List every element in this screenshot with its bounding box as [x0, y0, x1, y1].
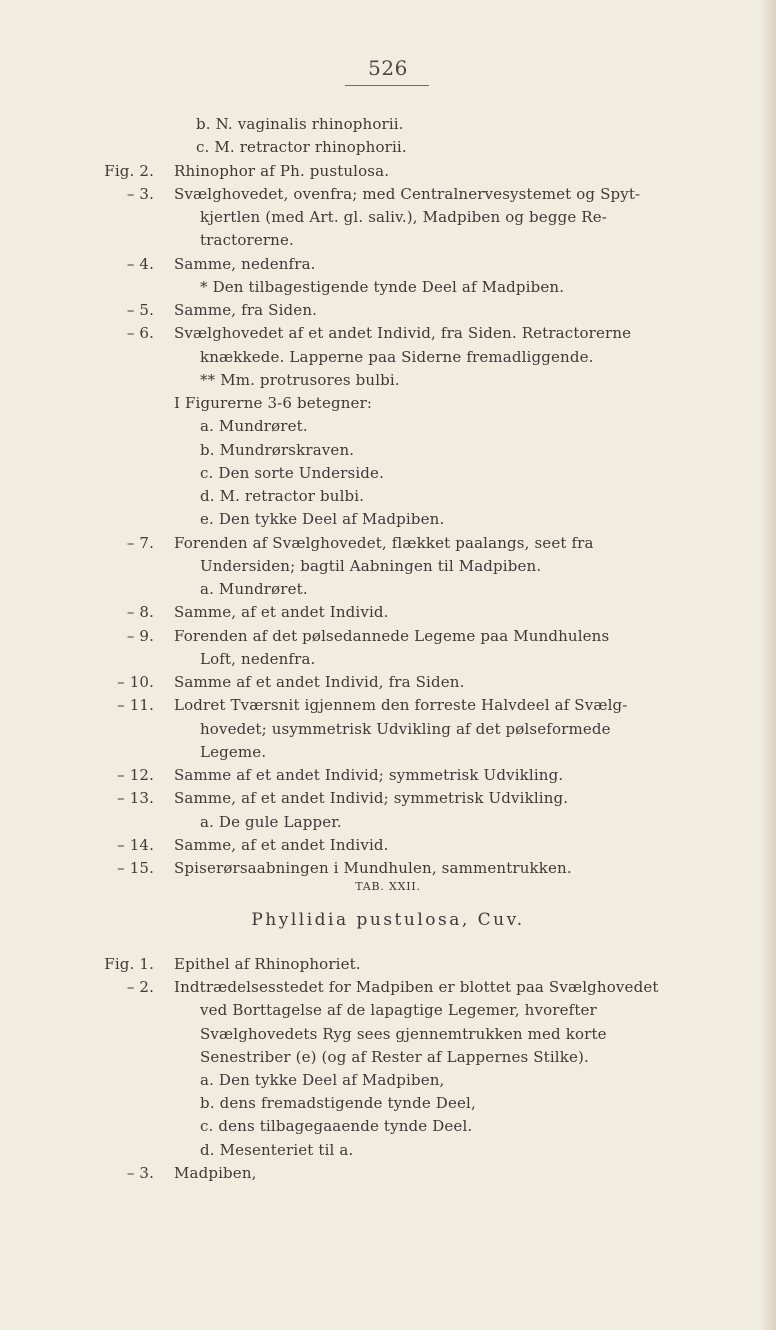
figure-number: – 9. — [126, 626, 154, 645]
legend-text: Lodret Tværsnit igjennem den forreste Halvdeel af Svælg- — [174, 696, 628, 715]
figure-number: – 11. — [117, 696, 154, 715]
legend-text: Svælghovedets Ryg sees gjennemtrukken med korte — [200, 1024, 607, 1043]
plate-heading: TAB. XXII. — [355, 880, 421, 893]
legend-text: Samme, fra Siden. — [174, 301, 318, 319]
figure-number: – 15. — [117, 859, 154, 877]
species-heading: Phyllidia pustulosa, Cuv. — [251, 910, 525, 930]
legend-text: Legeme. — [200, 742, 267, 761]
legend-text: d. M. retractor bulbi. — [200, 487, 365, 505]
legend-text: Forenden af det pølsedannede Legeme paa Mundhulens — [174, 626, 610, 645]
legend-text: Madpiben, — [174, 1163, 257, 1182]
figure-number: – 10. — [117, 673, 154, 691]
legend-text: Rhinophor af Ph. pustulosa. — [174, 161, 390, 180]
legend-text: a. Mundrøret. — [200, 417, 308, 436]
figure-number: – 8. — [126, 603, 154, 622]
figure-number: – 7. — [126, 533, 154, 552]
figure-number: – 13. — [117, 789, 154, 808]
figure-number: – 5. — [126, 301, 154, 319]
legend-text: kjertlen (med Art. gl. saliv.), Madpiben og begge Re- — [200, 208, 607, 226]
legend-text: Samme, af et andet Individ. — [174, 603, 389, 622]
page-number: 526 — [368, 56, 408, 80]
legend-text: Forenden af Svælghovedet, flækket paalangs, seet fra — [174, 533, 594, 552]
legend-text: Samme, nedenfra. — [174, 254, 316, 273]
legend-text: knækkede. Lapperne paa Siderne fremadliggende. — [200, 347, 594, 366]
legend-text: c. dens tilbagegaaende tynde Deel. — [200, 1117, 473, 1136]
legend-text: tractorerne. — [200, 231, 294, 250]
legend-text: I Figurerne 3-6 betegner: — [174, 394, 373, 412]
legend-text: b. N. vaginalis rhinophorii. — [196, 115, 404, 133]
figure-number: Fig. 1. — [104, 955, 154, 973]
legend-text: ** Mm. protrusores bulbi. — [200, 370, 400, 389]
page-number-rule — [345, 85, 429, 86]
legend-text: ved Borttagelse af de lapagtige Legemer, hvorefter — [200, 1001, 597, 1020]
legend-text: Samme af et andet Individ; symmetrisk Udvikling. — [174, 766, 564, 784]
legend-text: Epithel af Rhinophoriet. — [174, 955, 361, 973]
legend-text: d. Mesenteriet til a. — [200, 1140, 354, 1159]
legend-text: * Den tilbagestigende tynde Deel af Madpiben. — [200, 277, 565, 296]
figure-number: – 3. — [126, 184, 154, 203]
legend-text: a. De gule Lapper. — [200, 812, 342, 831]
figure-number: – 12. — [117, 766, 154, 784]
legend-text: b. Mundrørskraven. — [200, 440, 355, 459]
legend-text: Spiserørsaabningen i Mundhulen, sammentrukken. — [174, 859, 572, 877]
legend-text: Samme, af et andet Individ; symmetrisk Udvikling. — [174, 789, 569, 808]
legend-text: Loft, nedenfra. — [200, 649, 316, 668]
figure-number: – 14. — [117, 835, 154, 854]
legend-text: c. Den sorte Underside. — [200, 463, 384, 482]
legend-text: hovedet; usymmetrisk Udvikling af det pølseformede — [200, 719, 611, 738]
figure-number: – 2. — [126, 978, 154, 997]
page-edge — [762, 0, 776, 1330]
legend-text: a. Den tykke Deel af Madpiben, — [200, 1071, 445, 1089]
figure-number: – 4. — [126, 254, 154, 273]
figure-number: – 6. — [126, 324, 154, 343]
figure-number: Fig. 2. — [104, 161, 154, 180]
legend-text: Senestriber (e) (og af Rester af Lappernes Stilke). — [200, 1047, 589, 1066]
legend-text: Indtrædelsesstedet for Madpiben er blottet paa Svælghovedet — [174, 978, 659, 997]
legend-text: a. Mundrøret. — [200, 580, 308, 598]
legend-text: Svælghovedet af et andet Individ, fra Siden. Retractorerne — [174, 324, 632, 343]
legend-text: Samme af et andet Individ, fra Siden. — [174, 673, 465, 691]
legend-text: b. dens fremadstigende tynde Deel, — [200, 1094, 476, 1113]
figure-number: – 3. — [126, 1163, 154, 1182]
legend-text: e. Den tykke Deel af Madpiben. — [200, 510, 445, 529]
legend-text: c. M. retractor rhinophorii. — [196, 138, 407, 157]
legend-text: Svælghovedet, ovenfra; med Centralnervesystemet og Spyt- — [174, 184, 641, 203]
legend-text: Undersiden; bagtil Aabningen til Madpiben. — [200, 556, 542, 575]
legend-text: Samme, af et andet Individ. — [174, 835, 389, 854]
